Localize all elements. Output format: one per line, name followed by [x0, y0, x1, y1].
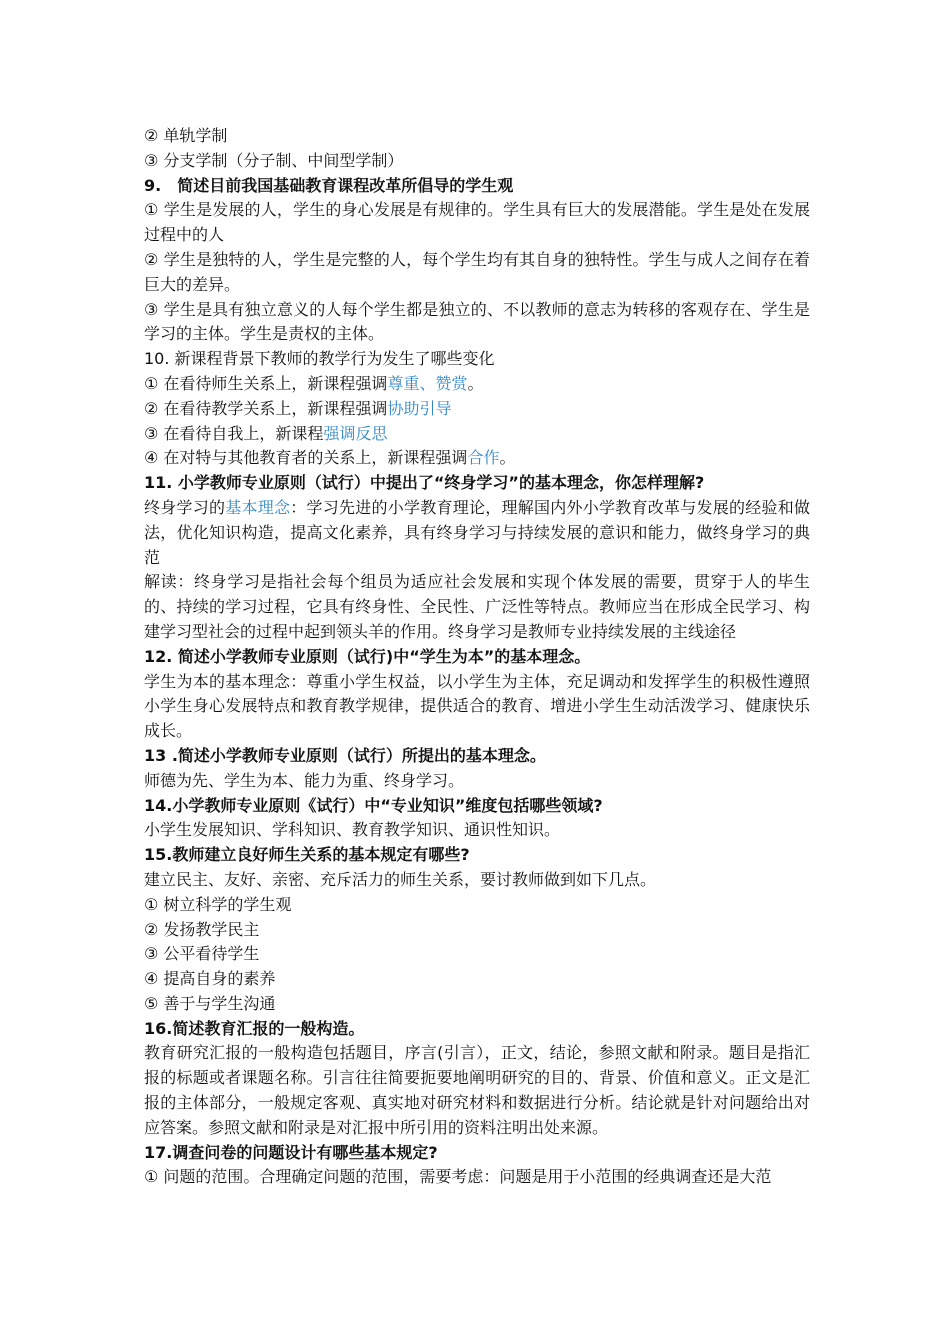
answer-paragraph: 学生为本的基本理念：尊重小学生权益，以小学生为主体，充足调动和发挥学生的积极性遵照小学生身心发展特点和教育教学规律，提供适合的教育、增进小学生生动活泼学习、健康快乐成长。: [144, 671, 810, 741]
list-item: [144, 446, 810, 471]
item-text: ① 在看待师生关系上，新课程强调: [144, 373, 388, 393]
highlighted-term: 尊重、赞赏: [387, 373, 468, 393]
list-item: [144, 422, 810, 447]
item-text: ③ 在看待自我上，新课程: [144, 423, 324, 443]
list-item: ③ 分支学制（分子制、中间型学制）: [144, 150, 404, 170]
highlighted-term: 强调反思: [323, 423, 388, 443]
question-heading-14: 14.小学教师专业原则《试行）中“专业知识”维度包括哪些领域?: [144, 795, 603, 815]
answer-intro: 建立民主、友好、亲密、充斥活力的师生关系，要讨教师做到如下几点。: [144, 869, 657, 889]
list-item: ② 单轨学制: [144, 126, 228, 145]
list-item: ⑤ 善于与学生沟通: [144, 993, 276, 1013]
highlighted-term: 基本理念: [225, 497, 291, 517]
answer-text: 终身学习的: [144, 497, 226, 517]
list-item: ② 学生是独特的人，学生是完整的人，每个学生均有其自身的独特性。学生与成人之间存在着巨大的差异。: [144, 249, 810, 294]
item-text: ② 在看待教学关系上，新课程强调: [144, 398, 388, 418]
question-heading-16: 16.简述教育汇报的一般构造。: [144, 1018, 365, 1038]
answer-paragraph: 师德为先、学生为本、能力为重、终身学习。: [144, 770, 465, 790]
question-heading-9: 9. 简述目前我国基础教育课程改革所倡导的学生观: [144, 175, 514, 195]
highlighted-term: 协助引导: [387, 398, 452, 418]
item-text: 。: [499, 448, 516, 468]
list-item: ① 问题的范围。合理确定问题的范围，需要考虑：问题是用于小范围的经典调查还是大范: [144, 1167, 772, 1187]
question-heading-15: 15.教师建立良好师生关系的基本规定有哪些?: [144, 845, 470, 865]
question-heading-13: 13 .简述小学教师专业原则（试行）所提出的基本理念。: [144, 745, 546, 765]
answer-text: ：学习先进的小学教育理论，理解国内外小学教育改革与发展的经验和做法，优化知识构造，提高文化素养，具有终身学习与持续发展的意识和能力，做终身学习的典范: [144, 497, 810, 567]
answer-paragraph: 小学生发展知识、学科知识、教育教学知识、通识性知识。: [144, 820, 561, 840]
highlighted-term: 合作: [467, 448, 500, 468]
question-heading-11: 11. 小学教师专业原则（试行）中提出了“终身学习”的基本理念，你怎样理解?: [144, 473, 705, 493]
list-item: ④ 提高自身的素养: [144, 969, 276, 989]
item-text: ④ 在对特与其他教育者的关系上，新课程强调: [144, 448, 468, 468]
list-item: ① 学生是发展的人，学生的身心发展是有规律的。学生具有巨大的发展潜能。学生是处在发展过程中的人: [144, 200, 810, 245]
question-heading-17: 17.调查问卷的问题设计有哪些基本规定?: [144, 1142, 438, 1162]
question-heading-12: 12. 简述小学教师专业原则（试行)中“学生为本”的基本理念。: [144, 646, 591, 666]
list-item: ① 树立科学的学生观: [144, 894, 292, 914]
list-item: ③ 学生是具有独立意义的人每个学生都是独立的、不以教师的意志为转移的客观存在、学生是学习的主体。学生是责权的主体。: [144, 299, 810, 344]
list-item: ② 发扬教学民主: [144, 919, 260, 939]
question-heading-10: 10. 新课程背景下教师的教学行为发生了哪些变化: [144, 349, 495, 369]
list-item: ③ 公平看待学生: [144, 944, 260, 964]
explanation-paragraph: 解读：终身学习是指社会每个组员为适应社会发展和实现个体发展的需要，贯穿于人的毕生的、持续的学习过程，它具有终身性、全民性、广泛性等特点。教师应当在形成全民学习、构建学习型社会的过程中起到领头羊的作用。终身学习是教师专业持续发展的主线途径: [144, 572, 810, 641]
list-item: [144, 397, 810, 422]
answer-paragraph: 教育研究汇报的一般构造包括题目，序言(引言），正文，结论，参照文献和附录。题目是指汇报的标题或者课题名称。引言往往简要扼要地阐明研究的目的、背景、价值和意义。正文是汇报的主体部分，一般规定客观、真实地对研究材料和数据进行分析。结论就是针对问题给出对应答案。参照文献和附录是对汇报中所引用的资料注明出处来源。: [144, 1043, 810, 1137]
item-text: 。: [467, 373, 484, 393]
document-page: [144, 124, 810, 1190]
list-item: [144, 372, 810, 397]
answer-paragraph: [144, 496, 810, 570]
